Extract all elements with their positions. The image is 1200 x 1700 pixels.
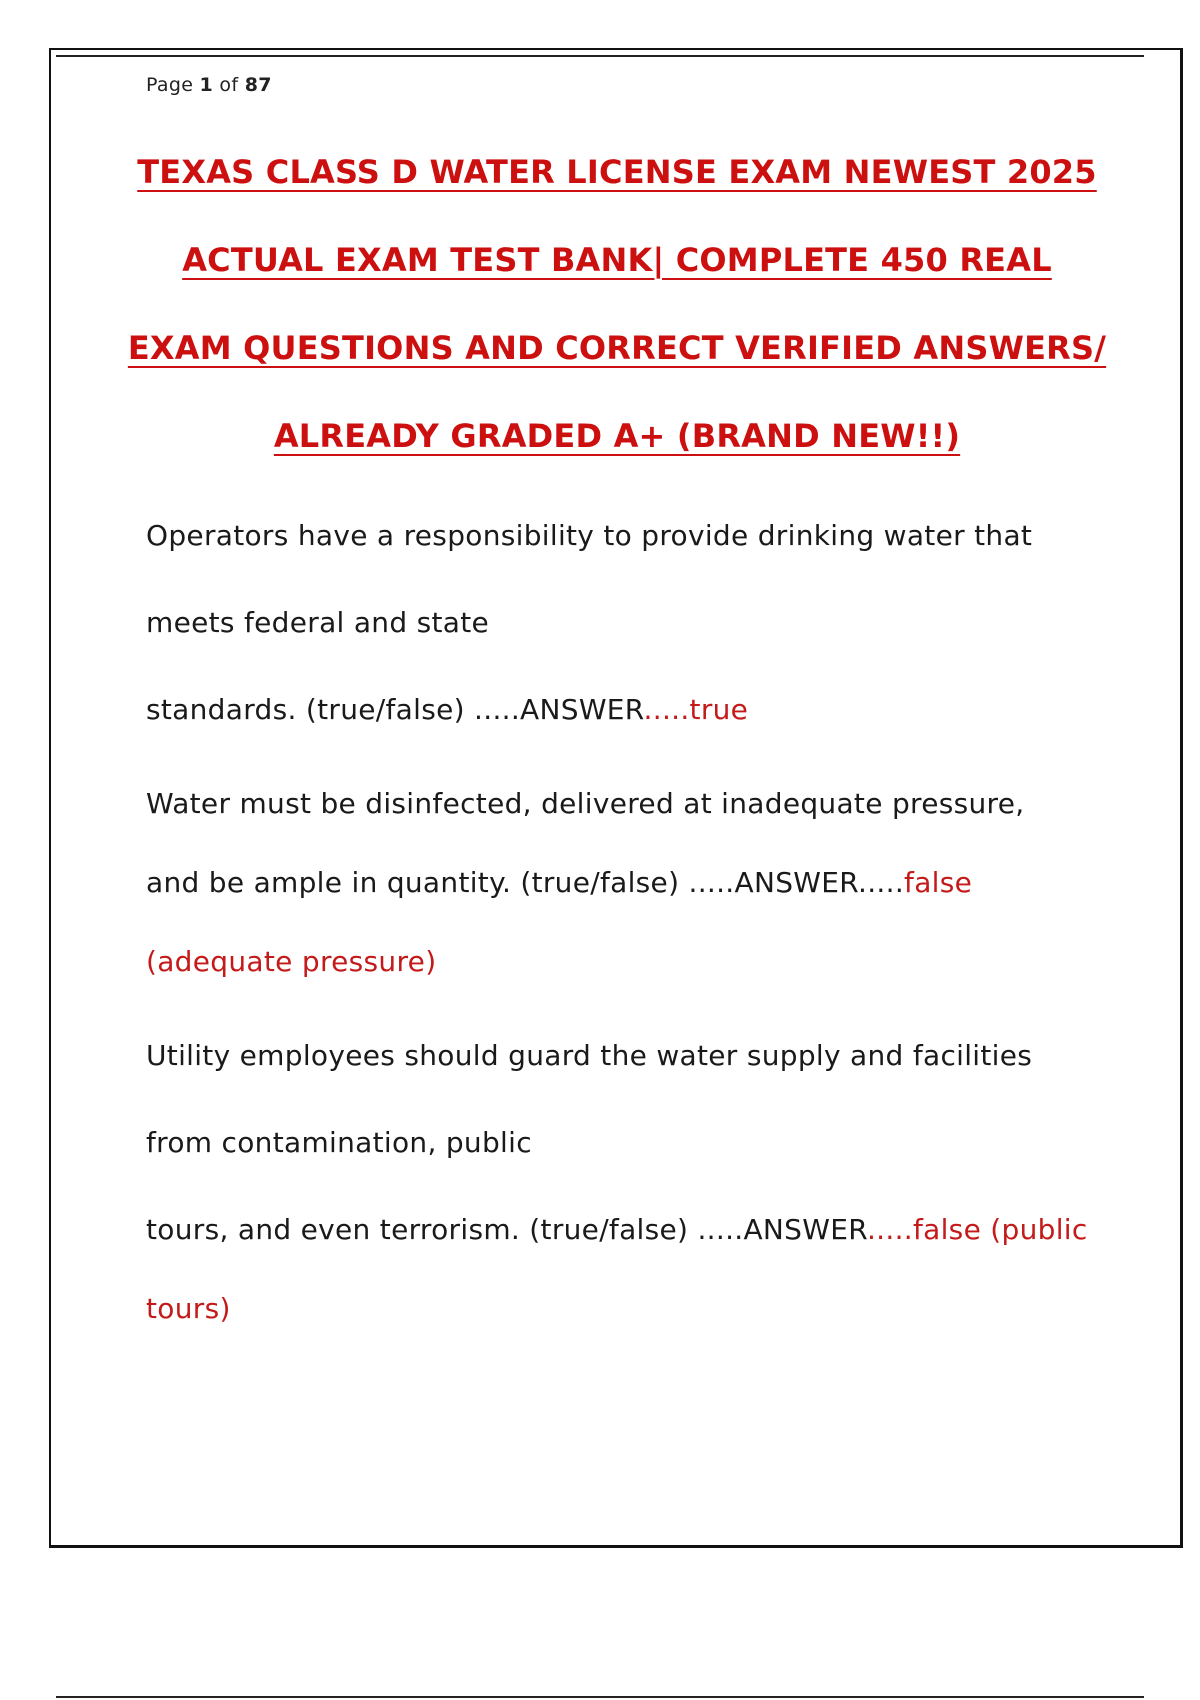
- question-2-text: and be ample in quantity. (true/false) .....ANSWER.....: [146, 866, 905, 899]
- page-number-total: 87: [244, 74, 272, 96]
- title-line-1: TEXAS CLASS D WATER LICENSE EXAM NEWEST 2025: [137, 153, 1097, 191]
- question-2-line-2: [146, 843, 1146, 922]
- page-number-of: of: [219, 74, 239, 96]
- top-rule: [56, 55, 1144, 57]
- page-number-current: 1: [199, 74, 214, 96]
- question-3-answer: .....false (public: [866, 1213, 1088, 1246]
- question-3-line-1: Utility employees should guard the water supply and facilities: [146, 1039, 1033, 1072]
- question-1-text: standards. (true/false) .....ANSWER: [146, 693, 644, 726]
- question-1: [146, 496, 1146, 749]
- question-2-line-1: Water must be disinfected, delivered at inadequate pressure,: [146, 787, 1025, 820]
- title-line-4: ALREADY GRADED A+ (BRAND NEW!!): [273, 417, 961, 455]
- question-2-answer: false: [904, 866, 973, 899]
- question-3: [146, 1016, 1146, 1348]
- question-3-text: tours, and even terrorism. (true/false) .....ANSWER: [146, 1213, 867, 1246]
- question-3-answer-note: tours): [146, 1292, 231, 1325]
- question-2: [146, 764, 1146, 1001]
- page-number: [146, 74, 272, 96]
- question-1-line-1: Operators have a responsibility to provide drinking water that: [146, 519, 1033, 552]
- bottom-rule: [56, 1696, 1144, 1698]
- question-1-line-2: meets federal and state: [146, 606, 490, 639]
- title-line-3: EXAM QUESTIONS AND CORRECT VERIFIED ANSWERS/: [127, 329, 1107, 367]
- question-1-answer: .....true: [643, 693, 749, 726]
- title-line-2: ACTUAL EXAM TEST BANK| COMPLETE 450 REAL: [182, 241, 1052, 279]
- page-number-prefix: Page: [146, 74, 194, 96]
- question-2-answer-note: (adequate pressure): [146, 945, 437, 978]
- question-3-line-2: from contamination, public: [146, 1126, 532, 1159]
- question-3-line-3: [146, 1190, 1146, 1269]
- question-1-line-3: [146, 670, 1146, 749]
- document-title: [90, 128, 1144, 480]
